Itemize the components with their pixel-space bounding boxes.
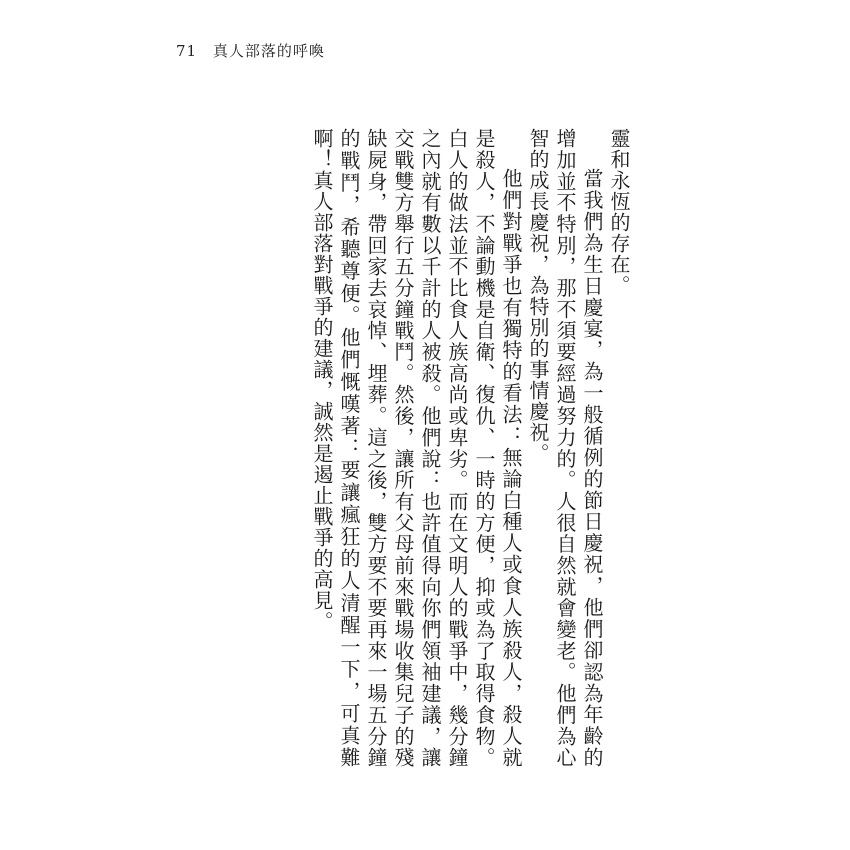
running-header xyxy=(176,40,325,61)
paragraph-birthday: 當我們為生日慶宴，為一般循例的節日慶祝，他們卻認為年齡的增加並不特別，那不須要經過努力的。人很自然就會變老。他們為心智的成長慶祝，為特別的事情慶祝。 xyxy=(526,128,604,768)
paragraph-war: 他們對戰爭也有獨特的看法：無論白種人或食人族殺人，殺人就是殺人，不論動機是自衛、復仇、一時的方便，抑或為了取得食物。白人的做法並不比食人族高尚或卑劣。而在文明人的戰爭中，幾分鐘之內就有數以千計的人被殺。他們說：也許值得向你們領袖建議，讓交戰雙方舉行五分鐘戰鬥。然後，讓所有父母前來戰場收集兒子的殘缺屍身，帶回家去哀悼、埋葬。這之後，雙方要不要再來一場五分鐘的戰鬥，希聽尊便。他們慨嘆著：要讓瘋狂的人清醒一下，可真難啊！真人部落對戰爭的建議，誠然是遏止戰爭的高見。 xyxy=(310,128,523,768)
running-title: 真人部落的呼喚 xyxy=(212,42,325,60)
page-number: 71 xyxy=(176,42,198,60)
paragraph-continuation: 靈和永恆的存在。 xyxy=(607,128,631,296)
vertical-text-body xyxy=(244,128,632,768)
